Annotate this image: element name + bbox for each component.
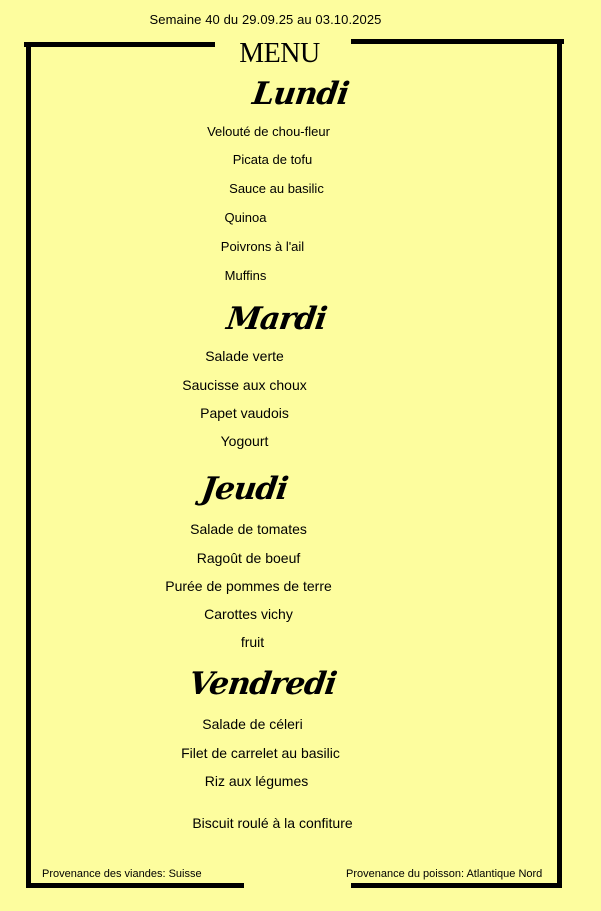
frame-left-line	[26, 42, 31, 888]
menu-item: Filet de carrelet au basilic	[181, 745, 340, 761]
week-range-text: Semaine 40 du 29.09.25 au 03.10.2025	[149, 12, 382, 27]
menu-item: Salade verte	[205, 348, 284, 364]
fish-origin-note: Provenance du poisson: Atlantique Nord	[346, 868, 543, 880]
frame-bottom-left-line	[26, 883, 244, 888]
menu-item: Papet vaudois	[200, 405, 289, 421]
menu-item: Saucisse aux choux	[182, 377, 307, 393]
menu-item: Sauce au basilic	[229, 181, 324, 196]
menu-title	[0, 38, 601, 70]
day-heading-jeudi: Jeudi	[199, 471, 290, 507]
menu-item: Biscuit roulé à la confiture	[192, 815, 353, 831]
frame-bottom-right-line	[351, 883, 562, 888]
menu-item: Salade de tomates	[190, 521, 307, 537]
menu-title-text: MENU	[239, 38, 320, 69]
menu-item: Ragoût de boeuf	[196, 550, 301, 566]
menu-item: Carottes vichy	[204, 606, 293, 622]
meat-origin-note: Provenance des viandes: Suisse	[42, 868, 202, 880]
menu-item: Picata de tofu	[232, 152, 313, 167]
day-heading-lundi: Lundi	[250, 76, 351, 112]
menu-item: Velouté de chou-fleur	[207, 124, 330, 139]
menu-item: Poivrons à l'ail	[220, 239, 305, 254]
menu-item: Quinoa	[224, 210, 267, 225]
day-heading-vendredi: Vendredi	[186, 666, 339, 702]
menu-item: Yogourt	[220, 433, 269, 449]
menu-item: Riz aux légumes	[204, 773, 309, 789]
menu-item: Purée de pommes de terre	[165, 578, 332, 594]
menu-item: Salade de céleri	[202, 716, 303, 732]
day-heading-mardi: Mardi	[224, 301, 329, 337]
menu-item: fruit	[240, 634, 265, 650]
week-range	[0, 12, 601, 27]
menu-item: Muffins	[224, 268, 267, 283]
